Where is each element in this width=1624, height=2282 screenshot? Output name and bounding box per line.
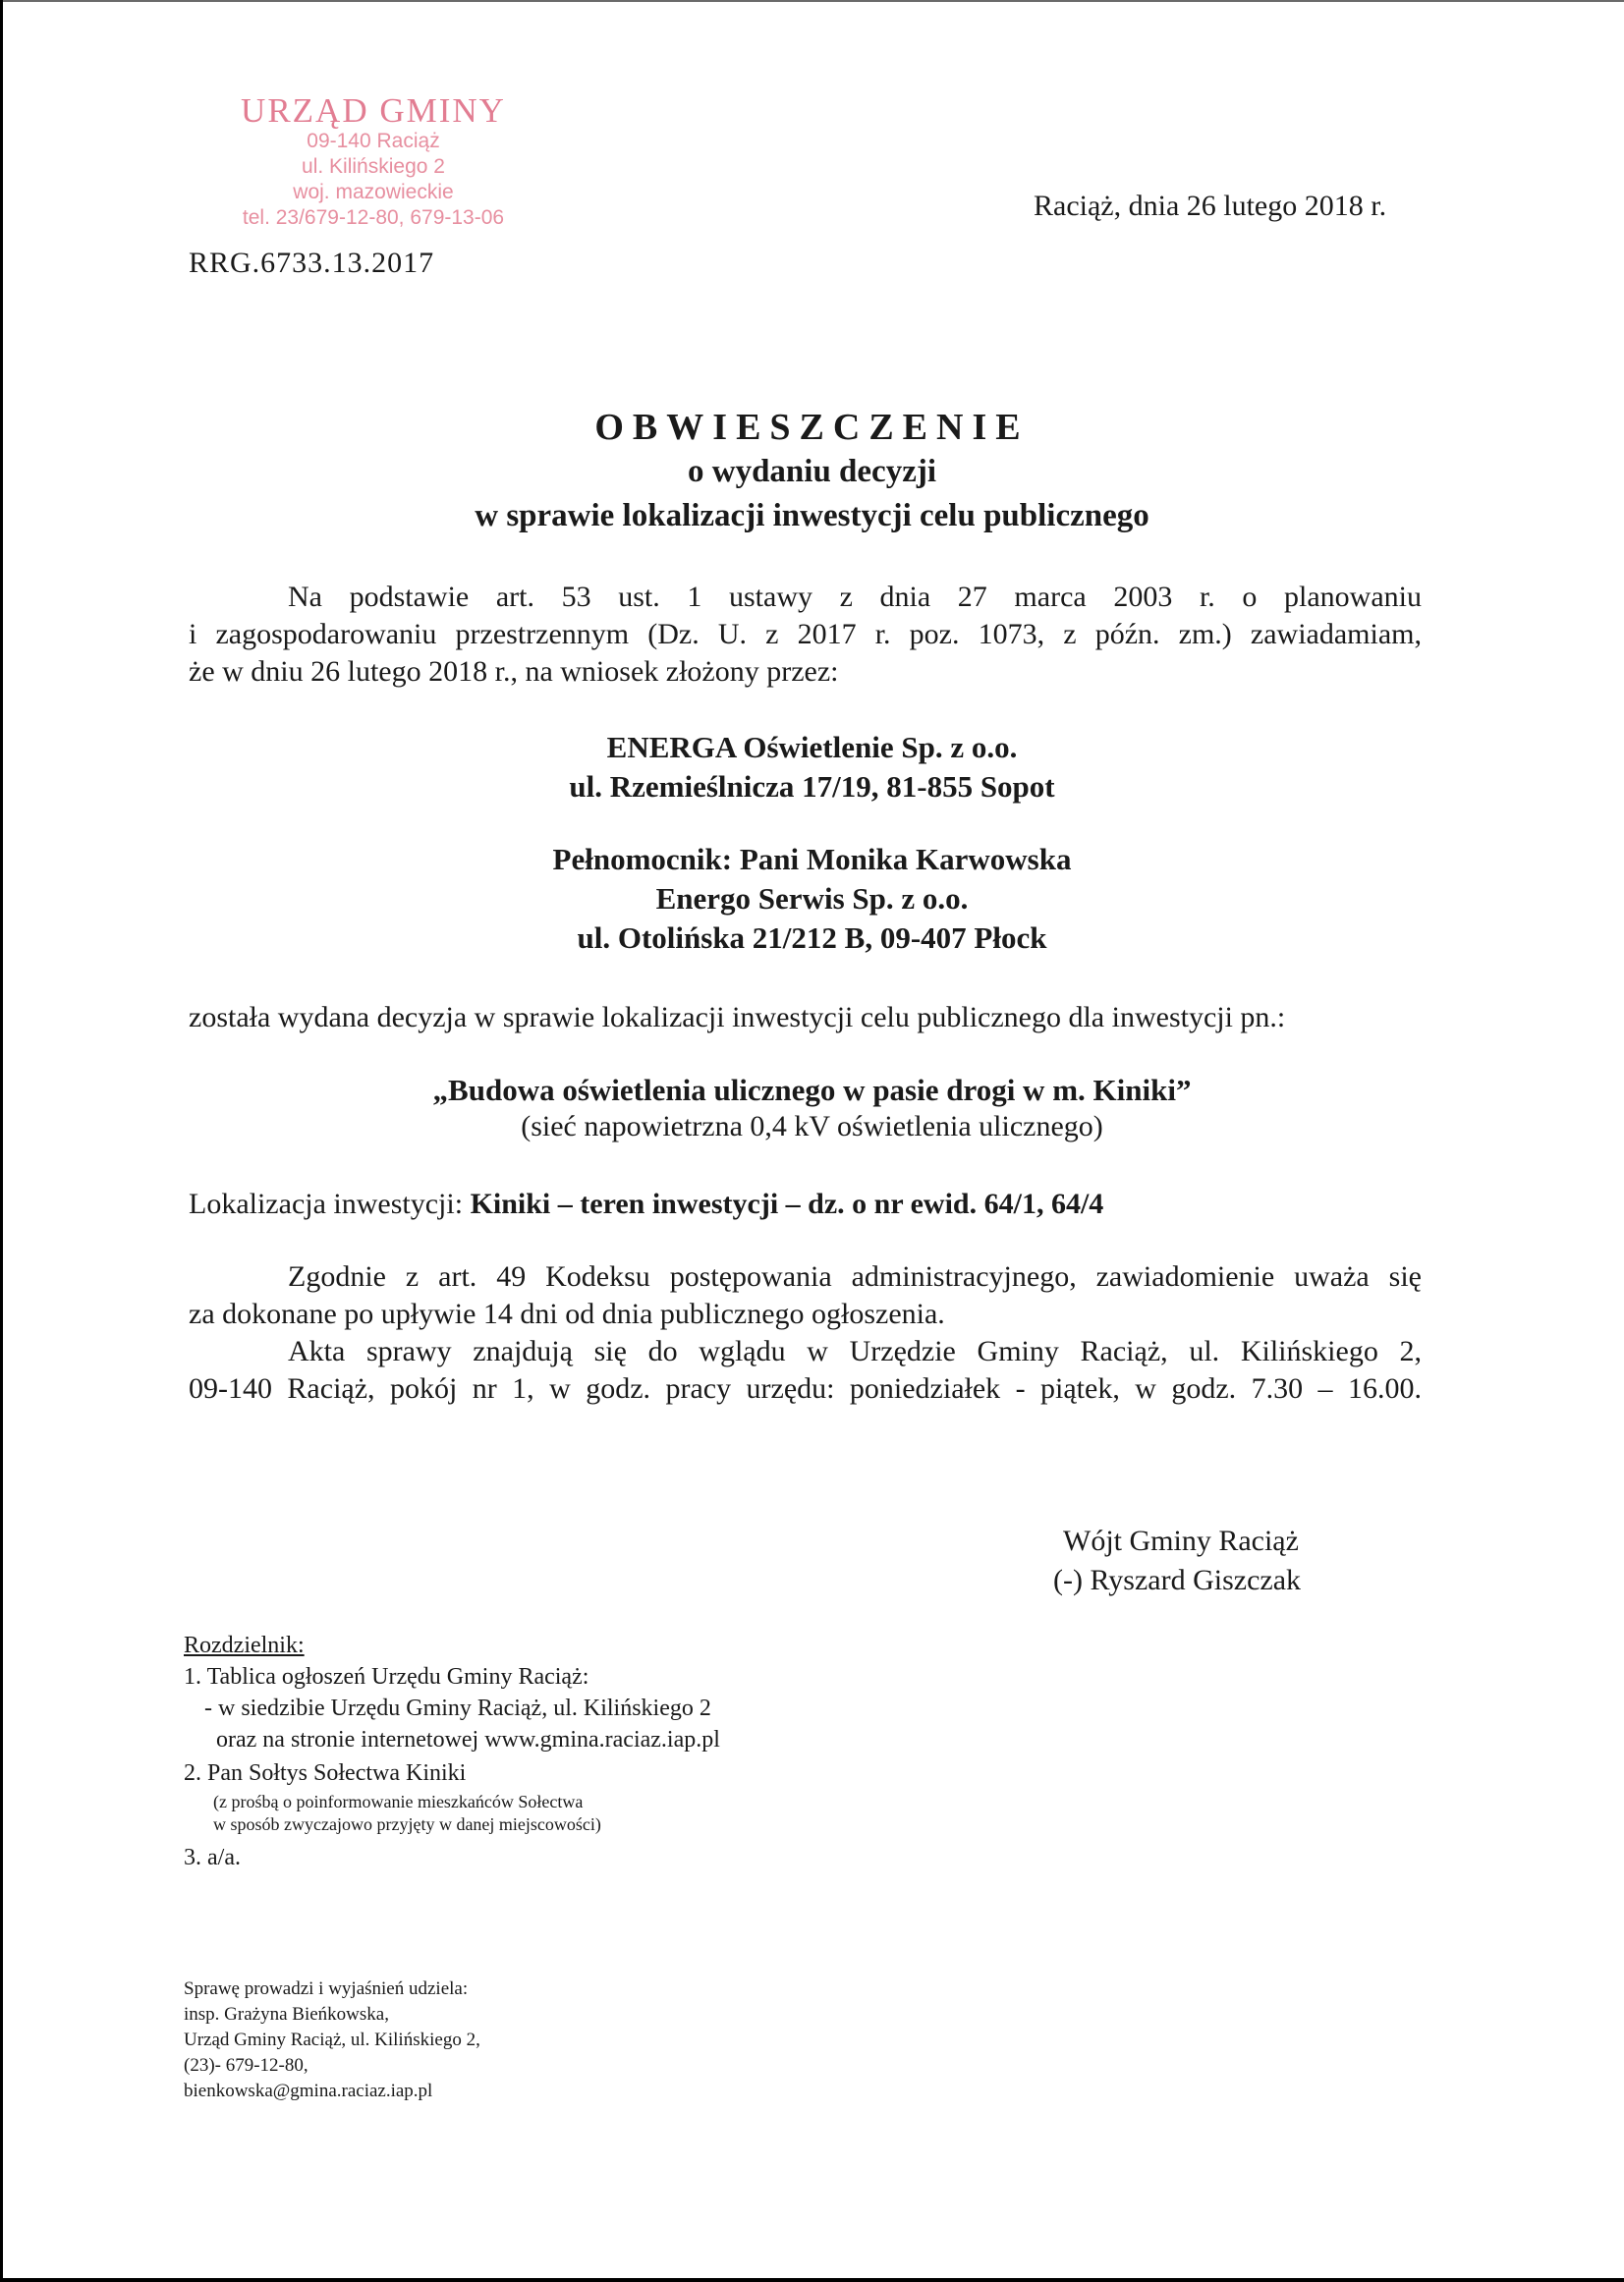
distribution-item-2: 2. Pan Sołtys Sołectwa Kiniki bbox=[184, 1760, 467, 1786]
document-date: Raciąż, dnia 26 lutego 2018 r. bbox=[1034, 190, 1387, 222]
proxy-company: Energo Serwis Sp. z o.o. bbox=[655, 881, 969, 916]
location-value: Kiniki – teren inwestycji – dz. o nr ewid. 64/1, 64/4 bbox=[470, 1188, 1104, 1220]
office-stamp bbox=[206, 93, 540, 231]
distribution-item-2-b: w sposób zwyczajowo przyjęty w danej miejscowości) bbox=[213, 1814, 601, 1834]
distribution-item-3: 3. a/a. bbox=[184, 1845, 241, 1870]
reference-number: RRG.6733.13.2017 bbox=[189, 247, 435, 279]
scan-bottom-edge bbox=[0, 2278, 1624, 2282]
stamp-postal: 09-140 Raciąż bbox=[307, 130, 440, 152]
contact-intro: Sprawę prowadzi i wyjaśnień udziela: bbox=[184, 1978, 469, 1999]
intro-line-2: i zagospodarowaniu przestrzennym (Dz. U. z 2017 r. poz. 1073, z późn. zm.) zawiadamiam, bbox=[189, 618, 1422, 650]
distribution-item-2-a: (z prośbą o poinformowanie mieszkańców Sołectwa bbox=[213, 1792, 584, 1811]
intro-line-3: że w dniu 26 lutego 2018 r., na wniosek złożony przez: bbox=[189, 655, 839, 688]
document-subtitle: o wydaniu decyzji bbox=[687, 454, 936, 489]
intro-line-1: Na podstawie art. 53 ust. 1 ustawy z dnia 27 marca 2003 r. o planowaniu bbox=[288, 581, 1422, 613]
location-label: Lokalizacja inwestycji: bbox=[189, 1188, 471, 1220]
document-subtitle-2: w sprawie lokalizacji inwestycji celu publicznego bbox=[475, 498, 1149, 533]
notice-line-4: 09-140 Raciąż, pokój nr 1, w godz. pracy urzędu: poniedziałek - piątek, w godz. 7.30 – 16.00. bbox=[189, 1372, 1422, 1405]
notice-line-2: za dokonane po upływie 14 dni od dnia publicznego ogłoszenia. bbox=[189, 1298, 945, 1330]
stamp-phone: tel. 23/679-12-80, 679-13-06 bbox=[242, 206, 505, 229]
contact-person: insp. Grażyna Bieńkowska, bbox=[184, 2004, 389, 2025]
contact-email: bienkowska@gmina.raciaz.iap.pl bbox=[184, 2081, 433, 2101]
proxy-address: ul. Otolińska 21/212 B, 09-407 Płock bbox=[577, 920, 1047, 955]
proxy-person: Pełnomocnik: Pani Monika Karwowska bbox=[552, 842, 1072, 876]
stamp-title: URZĄD GMINY bbox=[241, 91, 506, 130]
signatory-title: Wójt Gminy Raciąż bbox=[1063, 1525, 1299, 1557]
stamp-street: ul. Kilińskiego 2 bbox=[302, 155, 445, 178]
contact-office: Urząd Gminy Raciąż, ul. Kilińskiego 2, bbox=[184, 2030, 480, 2050]
investment-note: (sieć napowietrzna 0,4 kV oświetlenia ulicznego) bbox=[521, 1110, 1103, 1142]
decision-text: została wydana decyzja w sprawie lokalizacji inwestycji celu publicznego dla inwestycji pn.: bbox=[189, 1001, 1286, 1033]
document-title: OBWIESZCZENIE bbox=[594, 407, 1030, 448]
notice-line-1: Zgodnie z art. 49 Kodeksu postępowania administracyjnego, zawiadomienie uważa się bbox=[288, 1260, 1422, 1293]
distribution-item-1: 1. Tablica ogłoszeń Urzędu Gminy Raciąż: bbox=[184, 1664, 589, 1690]
stamp-voivodeship: woj. mazowieckie bbox=[293, 181, 454, 203]
distribution-title: Rozdzielnik: bbox=[184, 1633, 305, 1658]
investment-location bbox=[189, 1186, 1422, 1223]
distribution-item-1-a: - w siedzibie Urzędu Gminy Raciąż, ul. Kilińskiego 2 bbox=[204, 1696, 711, 1721]
distribution-item-1-b: oraz na stronie internetowej www.gmina.raciaz.iap.pl bbox=[216, 1727, 720, 1753]
contact-phone: (23)- 679-12-80, bbox=[184, 2055, 308, 2076]
notice-line-3: Akta sprawy znajdują się do wglądu w Urzędzie Gminy Raciąż, ul. Kilińskiego 2, bbox=[288, 1335, 1422, 1367]
signatory-name: (-) Ryszard Giszczak bbox=[1053, 1564, 1302, 1596]
applicant-name: ENERGA Oświetlenie Sp. z o.o. bbox=[606, 730, 1018, 764]
scan-top-edge bbox=[0, 0, 1624, 2]
applicant-address: ul. Rzemieślnicza 17/19, 81-855 Sopot bbox=[569, 769, 1055, 804]
investment-name: „Budowa oświetlenia ulicznego w pasie drogi w m. Kiniki” bbox=[432, 1073, 1192, 1107]
